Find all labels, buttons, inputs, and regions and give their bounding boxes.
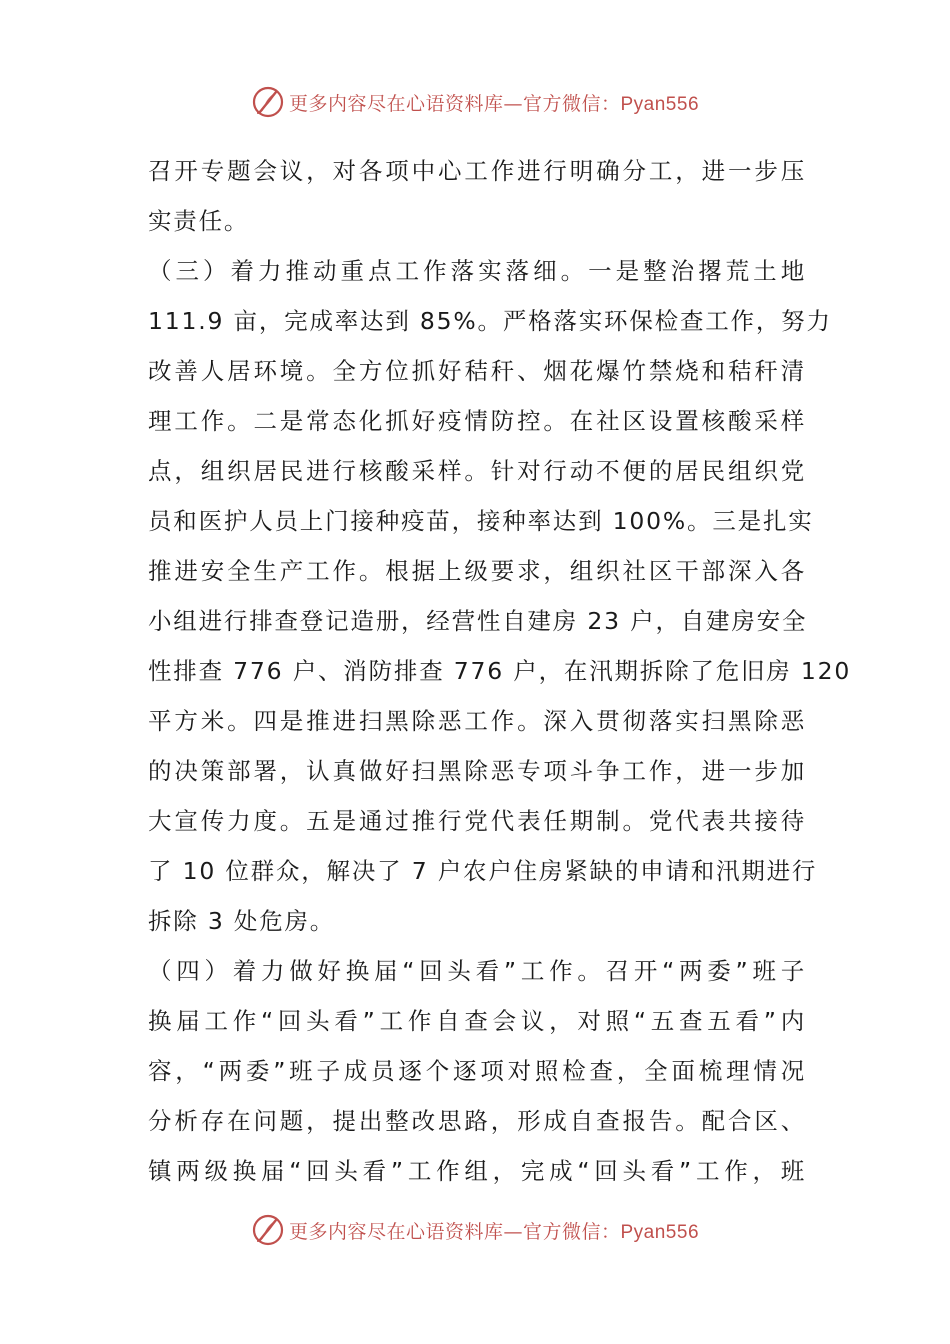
text-line: 了 10 位群众，解决了 7 户农户住房紧缺的申请和汛期进行: [148, 857, 818, 885]
watermark-text: 更多内容尽在心语资料库—官方微信：Pyan556: [288, 1220, 700, 1243]
text-line: 召开专题会议，对各项中心工作进行明确分工，进一步压: [148, 157, 806, 185]
text-line: 平方米。四是推进扫黑除恶工作。深入贯彻落实扫黑除恶: [148, 707, 806, 735]
text-line: 改善人居环境。全方位抓好秸秆、烟花爆竹禁烧和秸秆清: [148, 357, 806, 385]
text-line: 小组进行排查登记造册，经营性自建房 23 户，自建房安全: [148, 607, 808, 635]
text-line: 的决策部署，认真做好扫黑除恶专项斗争工作，进一步加: [148, 757, 806, 785]
text-line: 推进安全生产工作。根据上级要求，组织社区干部深入各: [148, 557, 806, 585]
text-line: 换届工作“回头看”工作自查会议，对照“五查五看”内: [148, 1007, 806, 1035]
document-body: [148, 146, 852, 1196]
quill-pen-circle-icon: [251, 85, 285, 119]
text-line: 拆除 3 处危房。: [148, 907, 336, 935]
text-line: 性排查 776 户、消防排查 776 户，在汛期拆除了危旧房 120: [148, 657, 852, 685]
text-line: （三）着力推动重点工作落实落细。一是整治撂荒土地: [148, 257, 806, 285]
text-line: 111.9 亩，完成率达到 85%。严格落实环保检查工作，努力: [148, 307, 832, 335]
text-line: （四）着力做好换届“回头看”工作。召开“两委”班子: [148, 957, 806, 985]
text-line: 员和医护人员上门接种疫苗，接种率达到 100%。三是扎实: [148, 507, 814, 535]
text-line: 实责任。: [148, 207, 250, 235]
header-watermark: [0, 82, 950, 122]
text-line: 大宣传力度。五是通过推行党代表任期制。党代表共接待: [148, 807, 806, 835]
watermark-text: 更多内容尽在心语资料库—官方微信：Pyan556: [288, 92, 700, 115]
footer-watermark: [0, 1210, 950, 1250]
quill-pen-circle-icon: [251, 1213, 285, 1247]
text-line: 容，“两委”班子成员逐个逐项对照检查，全面梳理情况: [148, 1057, 806, 1085]
text-line: 镇两级换届“回头看”工作组，完成“回头看”工作，班: [148, 1157, 806, 1185]
text-line: 理工作。二是常态化抓好疫情防控。在社区设置核酸采样: [148, 407, 806, 435]
text-line: 点，组织居民进行核酸采样。针对行动不便的居民组织党: [148, 457, 806, 485]
text-line: 分析存在问题，提出整改思路，形成自查报告。配合区、: [148, 1107, 806, 1135]
